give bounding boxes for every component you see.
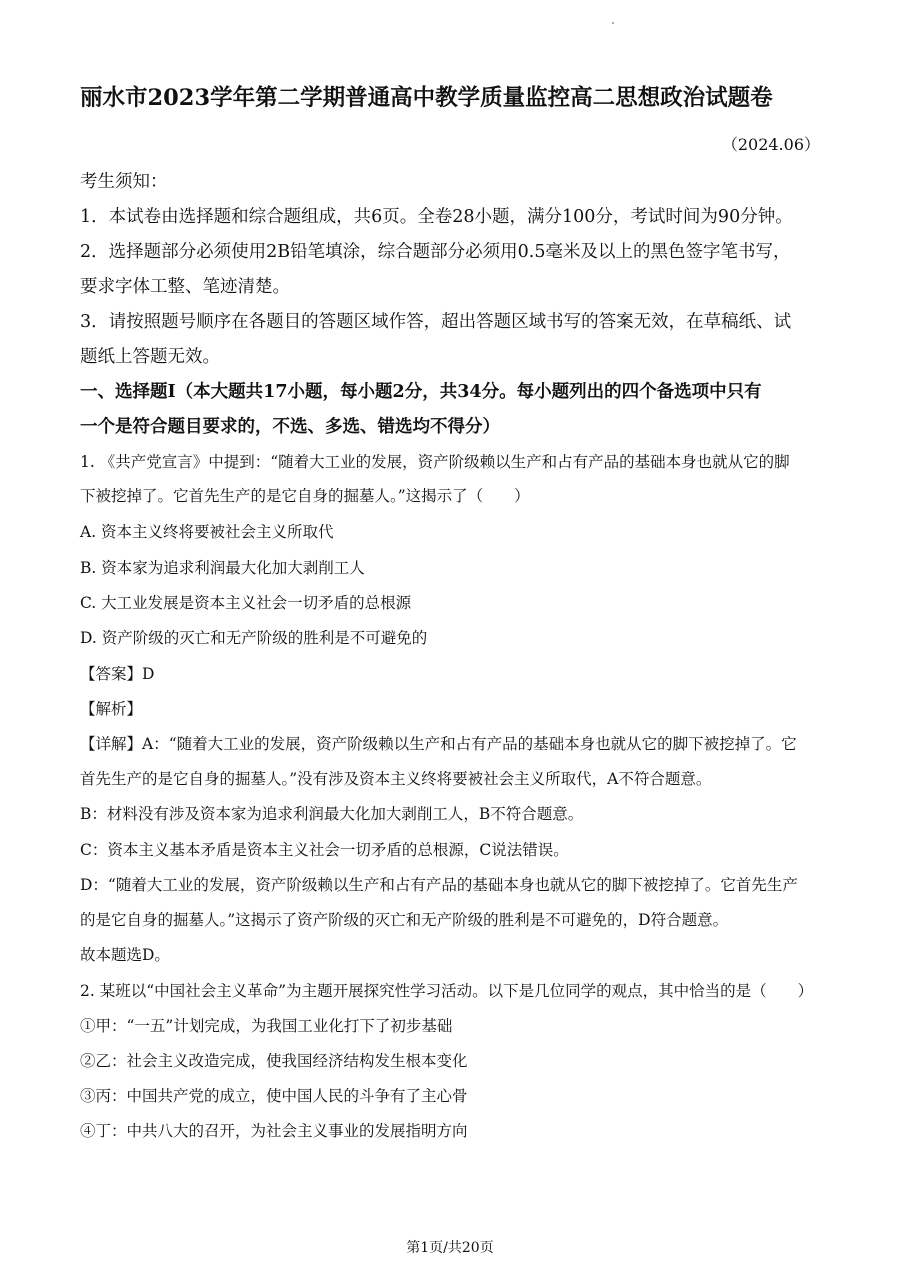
question-1-option-d: D. 资产阶级的灭亡和无产阶级的胜利是不可避免的 (80, 629, 428, 647)
question-1-detail: D：“随着大工业的发展，资产阶级赖以生产和占有产品的基础本身也就从它的脚下被挖掉了。它首先生产 (80, 876, 798, 894)
question-1-answer: 【答案】D (80, 665, 155, 683)
question-1-detail: 故本题选D。 (80, 946, 170, 964)
question-2-item: ③丙：中国共产党的成立，使中国人民的斗争有了主心骨 (80, 1087, 468, 1105)
section-heading: 一个是符合题目要求的，不选、多选、错选均不得分） (80, 417, 500, 437)
question-1-option-a: A. 资本主义终将要被社会主义所取代 (80, 523, 334, 541)
question-2-item: ①甲：“一五”计划完成，为我国工业化打下了初步基础 (80, 1017, 453, 1035)
page-number: 第1页/共20页 (406, 1240, 494, 1256)
notice-line: 2．选择题部分必须使用2B铅笔填涂，综合题部分必须用0.5毫米及以上的黑色签字笔书写， (80, 242, 791, 262)
question-1-detail: B：材料没有涉及资本家为追求利润最大化加大剥削工人，B不符合题意。 (80, 805, 584, 823)
question-1-stem: 下被挖掉了。它首先生产的是它自身的掘墓人。”这揭示了（ ） (80, 487, 530, 505)
question-1-detail: C：资本主义基本矛盾是资本主义社会一切矛盾的总根源，C说法错误。 (80, 841, 569, 859)
question-1-detail: 【详解】A：“随着大工业的发展，资产阶级赖以生产和占有产品的基础本身也就从它的脚下被挖掉了。它 (80, 735, 797, 753)
page-title: 丽水市2023学年第二学期普通高中教学质量监控高二思想政治试题卷 (80, 85, 773, 111)
scan-speck (612, 22, 614, 24)
question-1-option-c: C. 大工业发展是资本主义社会一切矛盾的总根源 (80, 594, 412, 612)
question-1-stem: 1. 《共产党宣言》中提到：“随着大工业的发展，资产阶级赖以生产和占有产品的基础本身也就从它的脚 (80, 453, 790, 471)
question-1-analysis-label: 【解析】 (80, 700, 143, 718)
exam-date: （2024.06） (721, 135, 820, 154)
notice-line: 要求字体工整、笔迹清楚。 (80, 277, 290, 297)
section-heading: 一、选择题Ⅰ（本大题共17小题，每小题2分，共34分。每小题列出的四个备选项中只有 (80, 382, 762, 402)
notice-line: 3．请按照题号顺序在各题目的答题区域作答，超出答题区域书写的答案无效，在草稿纸、试 (80, 312, 792, 332)
question-1-detail: 的是它自身的掘墓人。”这揭示了资产阶级的灭亡和无产阶级的胜利是不可避免的，D符合题意。 (80, 911, 729, 929)
question-2-item: ②乙：社会主义改造完成，使我国经济结构发生根本变化 (80, 1052, 468, 1070)
question-2-stem: 2. 某班以“中国社会主义革命”为主题开展探究性学习活动。以下是几位同学的观点，其中恰当的是（ ） (80, 982, 814, 1000)
notice-line: 题纸上答题无效。 (80, 347, 220, 367)
question-2-item: ④丁：中共八大的召开，为社会主义事业的发展指明方向 (80, 1122, 468, 1140)
notice-line: 1．本试卷由选择题和综合题组成，共6页。全卷28小题，满分100分，考试时间为90分钟。 (80, 207, 793, 227)
notice-heading: 考生须知： (80, 172, 168, 192)
question-1-option-b: B. 资本家为追求利润最大化加大剥削工人 (80, 559, 365, 577)
question-1-detail: 首先生产的是它自身的掘墓人。”没有涉及资本主义终将要被社会主义所取代，A不符合题意。 (80, 770, 712, 788)
